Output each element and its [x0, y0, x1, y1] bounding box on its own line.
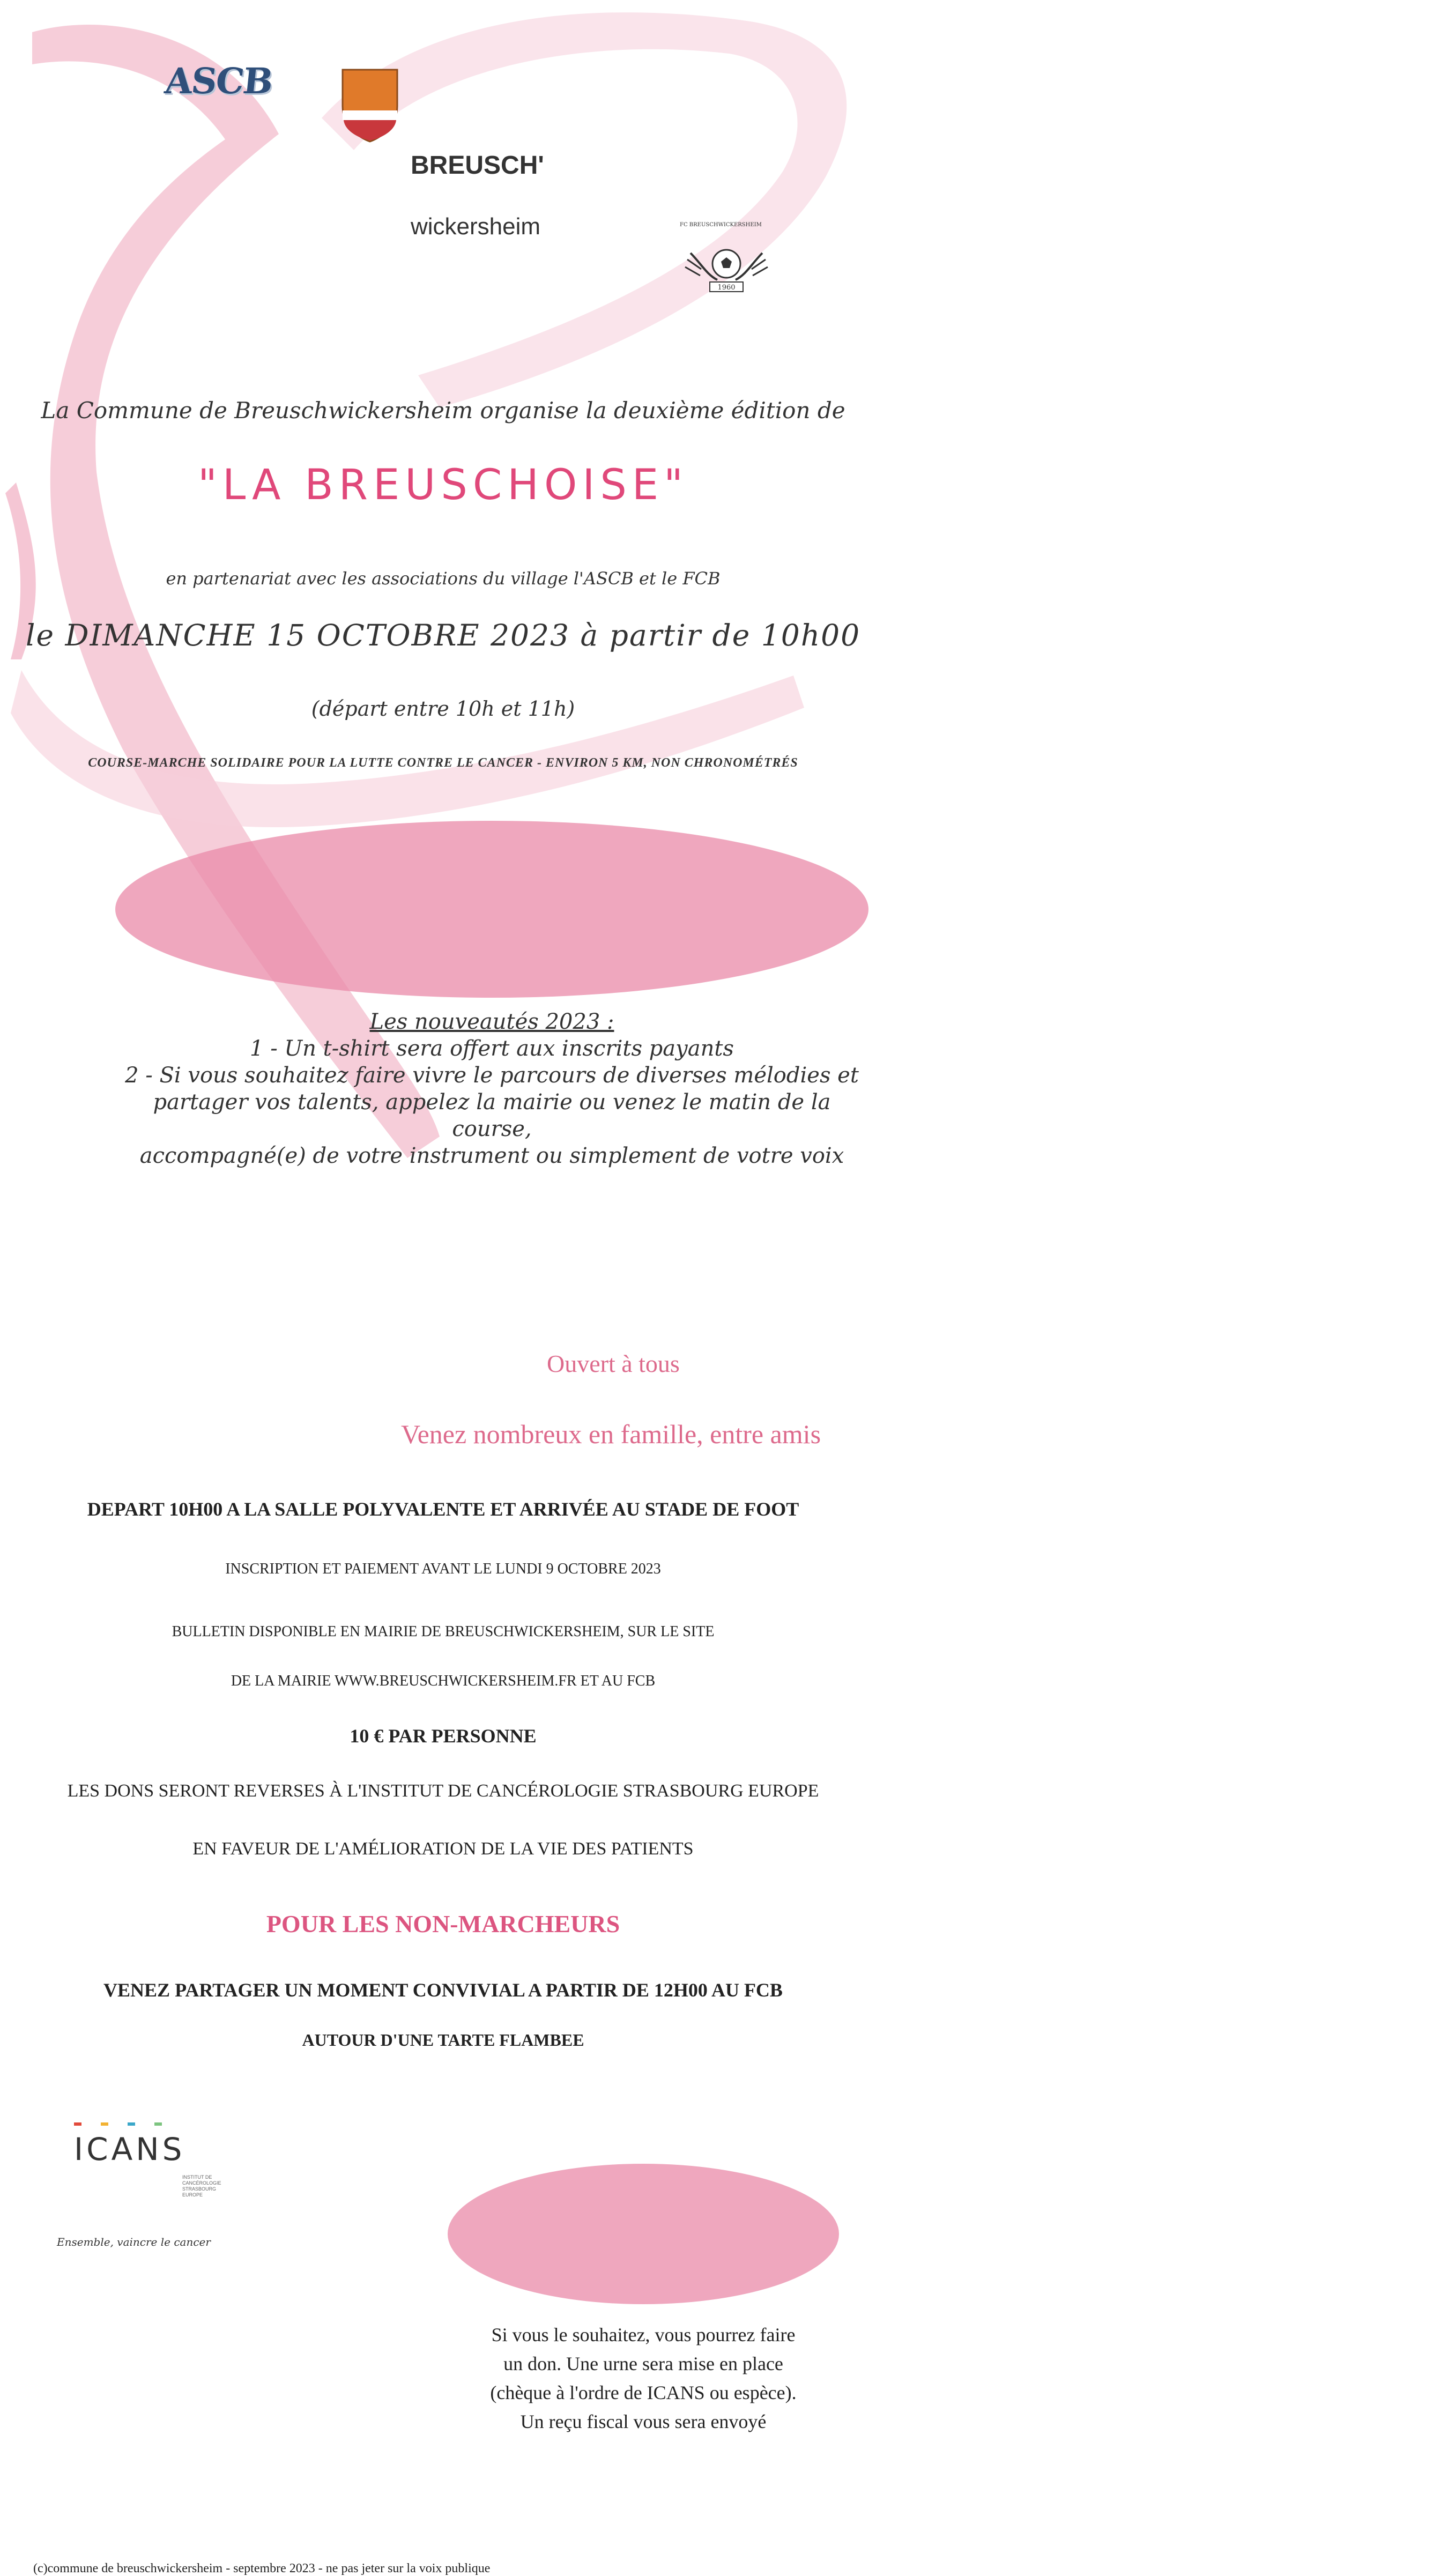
icans-tagline: Ensemble, vaincre le cancer	[57, 2236, 211, 2248]
breusch-crest-icon	[341, 69, 398, 143]
partners-text: en partenariat avec les associations du village l'ASCB et le FCB	[166, 568, 721, 589]
fcb-year: 1960	[717, 284, 736, 292]
donations-line1: LES DONS SERONT REVERSES À L'INSTITUT DE CANCÉROLOGIE STRASBOURG EUROPE	[67, 1781, 819, 1801]
icans-institute-text: INSTITUT DE CANCÉROLOGIE STRASBOURG EUROPE	[182, 2174, 221, 2198]
donation-line: Un reçu fiscal vous sera envoyé	[520, 2411, 767, 2432]
departure-info: DEPART 10H00 A LA SALLE POLYVALENTE ET ARRIVÉE AU STADE DE FOOT	[87, 1498, 799, 1520]
news-line: accompagné(e) de votre instrument ou simplement de votre voix	[139, 1144, 844, 1168]
non-walkers-line1: VENEZ PARTAGER UN MOMENT CONVIVIAL A PARTIR DE 12H00 AU FCB	[103, 1979, 783, 2001]
donation-ellipse	[448, 2164, 839, 2304]
open-to-all: Ouvert à tous	[547, 1350, 680, 1377]
non-walkers-heading: POUR LES NON-MARCHEURS	[266, 1910, 620, 1937]
donation-block	[448, 2320, 839, 2436]
departure-window: (départ entre 10h et 11h)	[311, 697, 575, 721]
footer-credit: (c)commune de breuschwickersheim - septembre 2023 - ne pas jeter sur la voix publique	[33, 2562, 491, 2575]
bulletin-info-line1: BULLETIN DISPONIBLE EN MAIRIE DE BREUSCHWICKERSHEIM, SUR LE SITE	[172, 1623, 715, 1640]
fcb-ring-text: FC BREUSCHWICKERSHEIM	[680, 222, 762, 228]
news-line: 1 - Un t-shirt sera offert aux inscrits payants	[250, 1036, 734, 1061]
non-walkers-line2: AUTOUR D'UNE TARTE FLAMBEE	[302, 2030, 584, 2050]
event-date: le DIMANCHE 15 OCTOBRE 2023 à partir de 10h00	[25, 618, 861, 652]
invite-text: Venez nombreux en famille, entre amis	[401, 1419, 821, 1449]
price: 10 € PAR PERSONNE	[350, 1725, 537, 1747]
registration-deadline: INSCRIPTION ET PAIEMENT AVANT LE LUNDI 9 OCTOBRE 2023	[225, 1561, 661, 1577]
donation-line: Si vous le souhaitez, vous pourrez faire	[491, 2324, 796, 2345]
news-block	[115, 1008, 868, 1169]
ascb-logo: ASCB	[162, 60, 274, 102]
intro-text: La Commune de Breuschwickersheim organise la deuxième édition de	[41, 397, 845, 424]
donation-line: un don. Une urne sera mise en place	[503, 2353, 783, 2374]
news-line: partager vos talents, appelez la mairie ou venez le matin de la course,	[153, 1090, 831, 1141]
donations-line2: EN FAVEUR DE L'AMÉLIORATION DE LA VIE DES PATIENTS	[192, 1839, 694, 1859]
bulletin-info-line2: DE LA MAIRIE WWW.BREUSCHWICKERSHEIM.FR ET AU FCB	[231, 1673, 656, 1689]
icans-color-bar	[74, 2122, 197, 2126]
icans-logo: ICANS	[74, 2131, 185, 2167]
event-title: "LA BREUSCHOISE"	[197, 461, 689, 509]
brand-subname: wickersheim	[411, 213, 541, 240]
fcb-football-club-logo	[680, 222, 773, 301]
brand-name: BREUSCH'	[411, 151, 544, 180]
news-line: 2 - Si vous souhaitez faire vivre le parcours de diverses mélodies et	[125, 1063, 859, 1088]
news-heading: Les nouveautés 2023 :	[369, 1009, 614, 1034]
course-description: COURSE-MARCHE SOLIDAIRE POUR LA LUTTE CONTRE LE CANCER - ENVIRON 5 KM, NON CHRONOMÉTRÉS	[88, 756, 798, 770]
news-ellipse	[115, 821, 868, 998]
donation-line: (chèque à l'ordre de ICANS ou espèce).	[490, 2382, 797, 2403]
